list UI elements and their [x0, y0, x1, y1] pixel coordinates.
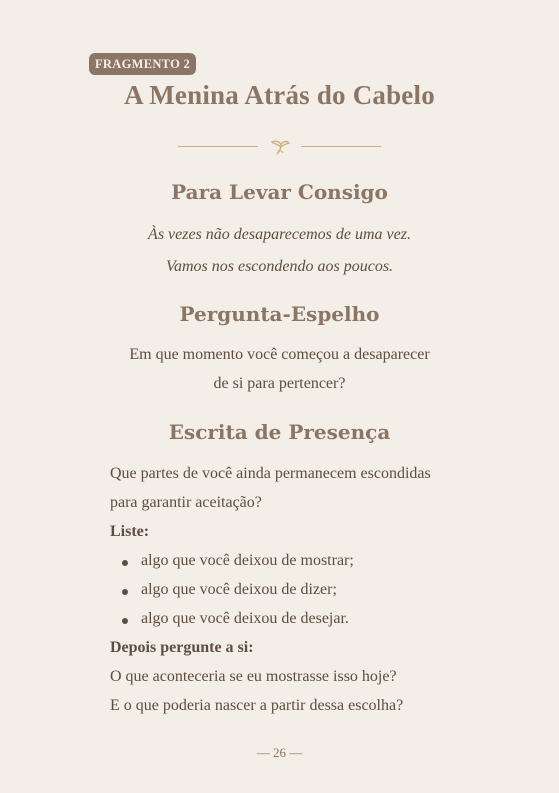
list-item-text: algo que você deixou de dizer; [141, 581, 337, 598]
list-item-text: algo que você deixou de desejar. [141, 610, 349, 627]
floral-ornament-icon [269, 137, 291, 157]
question-line-2: de si para pertencer? [213, 375, 346, 392]
quote-line-2: Vamos nos escondendo aos poucos. [165, 258, 394, 275]
question-line-1: Em que momento você começou a desaparecer [129, 346, 430, 363]
page-number: — 26 — [256, 745, 303, 760]
list-label: Liste: [110, 523, 150, 540]
heading-pergunta-espelho: Pergunta-Espelho [179, 302, 380, 326]
intro-line-1: Que partes de você ainda permanecem escondidas [110, 465, 431, 482]
heading-escrita-de-presenca: Escrita de Presença [168, 420, 391, 444]
divider-line-left [178, 146, 258, 147]
ornamental-divider [178, 137, 381, 157]
after-line-1: O que aconteceria se eu mostrasse isso hoje? [110, 668, 397, 685]
bullet-icon [122, 560, 128, 566]
page-title: A Menina Atrás do Cabelo [124, 80, 435, 110]
bullet-icon [122, 589, 128, 595]
quote-line-1: Às vezes não desaparecemos de uma vez. [148, 226, 411, 243]
bullet-icon [122, 618, 128, 624]
list-item-text: algo que você deixou de mostrar; [141, 552, 354, 569]
heading-para-levar-consigo: Para Levar Consigo [171, 180, 388, 204]
after-label: Depois pergunte a si: [110, 639, 254, 656]
fragment-badge: FRAGMENTO 2 [89, 53, 196, 75]
divider-line-right [301, 146, 381, 147]
intro-line-2: para garantir aceitação? [110, 494, 262, 511]
after-line-2: E o que poderia nascer a partir dessa escolha? [110, 697, 404, 714]
